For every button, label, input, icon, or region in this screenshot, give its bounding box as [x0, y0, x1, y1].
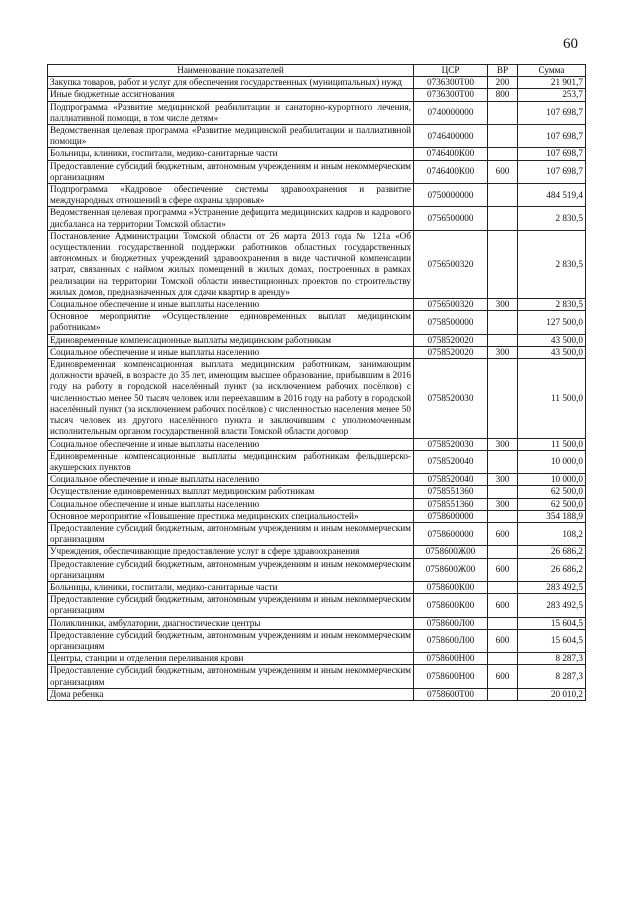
row-name-cell: Социальное обеспечение и иные выплаты населению: [48, 346, 414, 358]
table-row: [48, 230, 586, 298]
row-csr-cell: 0758600К00: [414, 594, 488, 617]
table-row: [48, 594, 586, 617]
table-header-row: [48, 65, 586, 77]
row-sum-cell: 107 698,7: [518, 148, 586, 160]
table-row: [48, 688, 586, 700]
row-vr-cell: [488, 486, 518, 498]
table-row: [48, 346, 586, 358]
row-sum-cell: 107 698,7: [518, 160, 586, 183]
row-sum-cell: 484 519,4: [518, 184, 586, 207]
row-sum-cell: 8 287,3: [518, 653, 586, 665]
row-name-cell: Больницы, клиники, госпитали, медико-санитарные части: [48, 581, 414, 593]
row-sum-cell: 2 830,5: [518, 207, 586, 230]
row-sum-cell: 283 492,5: [518, 581, 586, 593]
row-csr-cell: 0758600000: [414, 510, 488, 522]
row-vr-cell: 600: [488, 665, 518, 688]
row-vr-cell: [488, 653, 518, 665]
row-vr-cell: [488, 510, 518, 522]
row-vr-cell: [488, 688, 518, 700]
row-csr-cell: 0758600Л00: [414, 629, 488, 652]
row-name-cell: Больницы, клиники, госпитали, медико-санитарные части: [48, 148, 414, 160]
table-row: [48, 450, 586, 473]
row-name-cell: Социальное обеспечение и иные выплаты населению: [48, 498, 414, 510]
table-row: [48, 148, 586, 160]
row-csr-cell: 0756500000: [414, 207, 488, 230]
row-csr-cell: 0758600Т00: [414, 688, 488, 700]
row-vr-cell: 600: [488, 160, 518, 183]
row-vr-cell: [488, 207, 518, 230]
row-vr-cell: [488, 359, 518, 438]
row-vr-cell: [488, 450, 518, 473]
row-name-cell: Социальное обеспечение и иные выплаты населению: [48, 299, 414, 311]
row-vr-cell: [488, 617, 518, 629]
row-name-cell: Ведомственная целевая программа «Устранение дефицита медицинских кадров и кадрового дисбаланса на территории Томской области»: [48, 207, 414, 230]
table-row: [48, 89, 586, 101]
row-name-cell: Предоставление субсидий бюджетным, автономным учреждениям и иным некоммерческим организациям: [48, 558, 414, 581]
table-row: [48, 184, 586, 207]
row-csr-cell: 0736300Т00: [414, 89, 488, 101]
table-row: [48, 653, 586, 665]
row-name-cell: Дома ребенка: [48, 688, 414, 700]
row-sum-cell: 107 698,7: [518, 125, 586, 148]
row-sum-cell: 11 500,0: [518, 438, 586, 450]
row-sum-cell: 253,7: [518, 89, 586, 101]
row-name-cell: Подпрограмма «Кадровое обеспечение системы здравоохранения и развитие международных отношений в сфере охраны здоровья»: [48, 184, 414, 207]
row-vr-cell: [488, 230, 518, 298]
row-csr-cell: 0740000000: [414, 101, 488, 124]
row-csr-cell: 0758600000: [414, 522, 488, 545]
row-name-cell: Единовременные компенсационные выплаты медицинским работникам: [48, 334, 414, 346]
row-name-cell: Предоставление субсидий бюджетным, автономным учреждениям и иным некоммерческим организациям: [48, 665, 414, 688]
row-sum-cell: 108,2: [518, 522, 586, 545]
row-vr-cell: 300: [488, 438, 518, 450]
row-name-cell: Основное мероприятие «Осуществление единовременных выплат медицинским работникам»: [48, 311, 414, 334]
row-name-cell: Социальное обеспечение и иные выплаты населению: [48, 474, 414, 486]
row-sum-cell: 107 698,7: [518, 101, 586, 124]
row-sum-cell: 26 686,2: [518, 546, 586, 558]
row-name-cell: Поликлиники, амбулатории, диагностические центры: [48, 617, 414, 629]
row-csr-cell: 0758600Ж00: [414, 558, 488, 581]
row-name-cell: Предоставление субсидий бюджетным, автономным учреждениям и иным некоммерческим организациям: [48, 522, 414, 545]
row-csr-cell: 0746400000: [414, 125, 488, 148]
row-csr-cell: 0758520020: [414, 334, 488, 346]
row-name-cell: Предоставление субсидий бюджетным, автономным учреждениям и иным некоммерческим организациям: [48, 594, 414, 617]
row-name-cell: Подпрограмма «Развитие медицинской реабилитации и санаторно-курортного лечения, паллиативной помощи, в том числе детям»: [48, 101, 414, 124]
row-vr-cell: [488, 334, 518, 346]
table-row: [48, 546, 586, 558]
row-name-cell: Постановление Администрации Томской области от 26 марта 2013 года № 121а «Об осуществлении государственной поддержки работников областных государственных автономных и бюджетных учреждений здравоохранения в виде частичной компенсации затрат, связанных с наймом жилых помещений в жилых домах, построенных в рамках реализации на территории Томской области инвестиционных проектов по строительству жилых домов, предназначенных для сдачи квартир в аренду»: [48, 230, 414, 298]
table-row: [48, 617, 586, 629]
row-sum-cell: 10 000,0: [518, 450, 586, 473]
row-sum-cell: 62 500,0: [518, 498, 586, 510]
row-csr-cell: 0750000000: [414, 184, 488, 207]
header-csr: ЦСР: [414, 65, 488, 77]
row-vr-cell: 300: [488, 346, 518, 358]
row-sum-cell: 10 000,0: [518, 474, 586, 486]
budget-table: [47, 64, 586, 701]
row-sum-cell: 11 500,0: [518, 359, 586, 438]
row-sum-cell: 21 901,7: [518, 77, 586, 89]
row-name-cell: Ведомственная целевая программа «Развитие медицинской реабилитации и паллиативной помощи»: [48, 125, 414, 148]
row-vr-cell: [488, 546, 518, 558]
row-sum-cell: 15 604,5: [518, 617, 586, 629]
row-vr-cell: [488, 311, 518, 334]
row-sum-cell: 43 500,0: [518, 334, 586, 346]
table-row: [48, 474, 586, 486]
row-csr-cell: 0736300Т00: [414, 77, 488, 89]
row-csr-cell: 0758551360: [414, 486, 488, 498]
row-vr-cell: 300: [488, 498, 518, 510]
table-row: [48, 359, 586, 438]
row-vr-cell: 200: [488, 77, 518, 89]
table-row: [48, 510, 586, 522]
page-number: 60: [563, 36, 578, 52]
row-csr-cell: 0746400К00: [414, 148, 488, 160]
row-name-cell: Социальное обеспечение и иные выплаты населению: [48, 438, 414, 450]
table-row: [48, 665, 586, 688]
row-vr-cell: [488, 125, 518, 148]
row-csr-cell: 0758520040: [414, 474, 488, 486]
header-sum: Сумма: [518, 65, 586, 77]
row-csr-cell: 0756500320: [414, 299, 488, 311]
row-sum-cell: 2 830,5: [518, 299, 586, 311]
row-vr-cell: 300: [488, 474, 518, 486]
row-name-cell: Предоставление субсидий бюджетным, автономным учреждениям и иным некоммерческим организациям: [48, 629, 414, 652]
header-vr: ВР: [488, 65, 518, 77]
row-vr-cell: [488, 148, 518, 160]
row-csr-cell: 0758520030: [414, 438, 488, 450]
row-csr-cell: 0758600Н00: [414, 653, 488, 665]
row-name-cell: Предоставление субсидий бюджетным, автономным учреждениям и иным некоммерческим организациям: [48, 160, 414, 183]
row-name-cell: Учреждения, обеспечивающие предоставление услуг в сфере здравоохранения: [48, 546, 414, 558]
row-sum-cell: 26 686,2: [518, 558, 586, 581]
row-name-cell: Единовременная компенсационная выплата медицинским работникам, занимающим должности врачей, в возрасте до 35 лет, имеющим высшее образование, прибывшим в 2016 году на работу в городской населённый пункт (за исключением рабочих посёлков) с численностью менее 50 тысяч человек или переехавшим в 2016 году на работу в городской населённый пункт (за исключением рабочих посёлков) с численностью населения менее 50 тысяч человек из другого населённого пункта и заключившим с уполномоченным исполнительным органом государственной власти Томской области договор: [48, 359, 414, 438]
table-row: [48, 486, 586, 498]
row-sum-cell: 43 500,0: [518, 346, 586, 358]
row-vr-cell: 800: [488, 89, 518, 101]
row-vr-cell: 600: [488, 629, 518, 652]
row-vr-cell: [488, 581, 518, 593]
table-row: [48, 522, 586, 545]
table-row: [48, 334, 586, 346]
row-vr-cell: 600: [488, 594, 518, 617]
row-csr-cell: 0758600Ж00: [414, 546, 488, 558]
row-vr-cell: 300: [488, 299, 518, 311]
row-sum-cell: 2 830,5: [518, 230, 586, 298]
row-sum-cell: 62 500,0: [518, 486, 586, 498]
table-row: [48, 125, 586, 148]
row-csr-cell: 0758520030: [414, 359, 488, 438]
table-row: [48, 438, 586, 450]
row-name-cell: Центры, станции и отделения переливания крови: [48, 653, 414, 665]
table-row: [48, 498, 586, 510]
table-row: [48, 160, 586, 183]
row-csr-cell: 0758520040: [414, 450, 488, 473]
table-row: [48, 299, 586, 311]
row-vr-cell: 600: [488, 522, 518, 545]
row-sum-cell: 354 188,9: [518, 510, 586, 522]
row-sum-cell: 283 492,5: [518, 594, 586, 617]
table-row: [48, 77, 586, 89]
row-vr-cell: 600: [488, 558, 518, 581]
row-vr-cell: [488, 184, 518, 207]
row-name-cell: Единовременные компенсационные выплаты медицинским работникам фельдшерско-акушерских пунктов: [48, 450, 414, 473]
row-csr-cell: 0758551360: [414, 498, 488, 510]
row-name-cell: Основное мероприятие «Повышение престижа медицинских специальностей»: [48, 510, 414, 522]
row-csr-cell: 0758600Н00: [414, 665, 488, 688]
row-csr-cell: 0758600К00: [414, 581, 488, 593]
row-name-cell: Иные бюджетные ассигнования: [48, 89, 414, 101]
row-csr-cell: 0758520020: [414, 346, 488, 358]
table-row: [48, 558, 586, 581]
table-row: [48, 629, 586, 652]
table-row: [48, 581, 586, 593]
row-name-cell: Осуществление единовременных выплат медицинским работникам: [48, 486, 414, 498]
row-csr-cell: 0756500320: [414, 230, 488, 298]
row-name-cell: Закупка товаров, работ и услуг для обеспечения государственных (муниципальных) нужд: [48, 77, 414, 89]
row-sum-cell: 20 010,2: [518, 688, 586, 700]
row-sum-cell: 8 287,3: [518, 665, 586, 688]
row-sum-cell: 15 604,5: [518, 629, 586, 652]
row-csr-cell: 0746400К00: [414, 160, 488, 183]
header-name: Наименование показателей: [48, 65, 414, 77]
table-row: [48, 101, 586, 124]
row-csr-cell: 0758600Л00: [414, 617, 488, 629]
table-row: [48, 311, 586, 334]
row-vr-cell: [488, 101, 518, 124]
row-csr-cell: 0758500000: [414, 311, 488, 334]
table-row: [48, 207, 586, 230]
row-sum-cell: 127 500,0: [518, 311, 586, 334]
